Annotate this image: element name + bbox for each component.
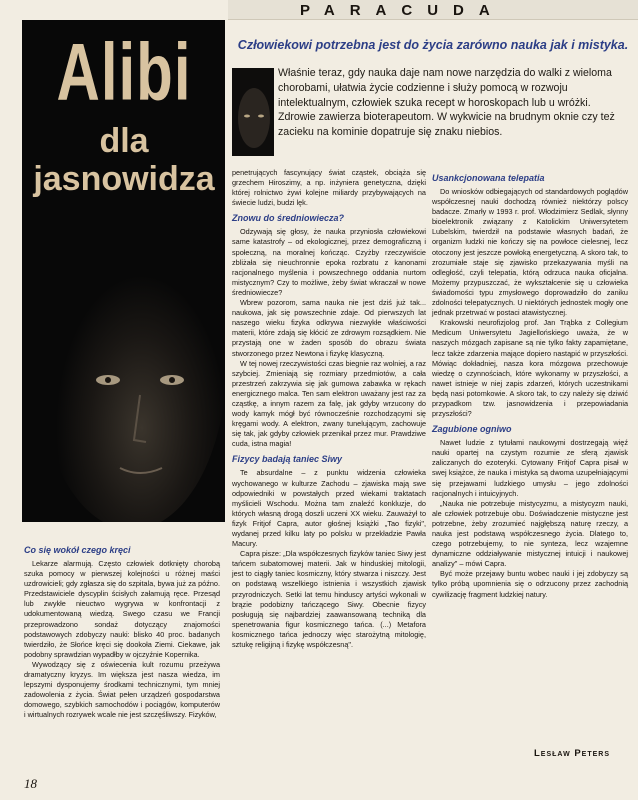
paragraph: Lekarze alarmują. Często człowiek dotknięty chorobą szuka pomocy w pierwszej kolejności u różnej maści uzdrowicieli; gdy zgłasza się do szpitala, bywa już za późno. Przedstawiciele dyscyplin ścisłych załamują ręce. Przesąd lub zwykłe nieuctwo wygrywa w konfrontacji z udokumentowaną wiedzą. Swego czasu we Francji przeprowadzono sondaż dotyczący znajomości podstawowych zdobyczy nauki: blisko 40 proc. badanych twierdziło, że Słońce kręci się dookoła Ziemi. Ciekawe, jak podobny sprawdzian wypadłby w ojczyźnie Kopernika.	[24, 559, 220, 659]
main-title	[26, 22, 222, 196]
paragraph: Być może przejawy buntu wobec nauki i jej zdobyczy są tylko próbą upomnienia się o odrzucony przez zachodnią cywilizację fragment ludzkiej natury.	[432, 569, 628, 599]
section-heading: Co się wokół czego kręci	[24, 545, 131, 555]
page-number: 18	[24, 776, 37, 791]
lead-paragraph: Właśnie teraz, gdy nauka daje nam nowe narzędzia do walki z wieloma chorobami, ułatwia życie codzienne i służy pomocą w rozwoju intelektualnym, człowiek szuka recept w horoskopach lub u wróżki. Zdrowie zawierza bioterapeutom. W wykwicie na brudnym oknie czy też zacieku na kominie dopatruje się znaku niebios.	[278, 67, 615, 139]
paragraph: penetrujących fascynujący świat cząstek, obciąża się grzechem Hiroszimy, a np. inżyniera genetyczna, dzięki której rolnictwo żywi kolejne miliardy przybywających na świecie ludzi, budzi lęk.	[232, 168, 426, 208]
left-column	[24, 540, 220, 721]
paragraph: W tej nowej rzeczywistości czas biegnie raz wolniej, a raz szybciej. Zmieniają się rozmiary przedmiotów, a cała przestrzeń zakrzywia się jak gumowa zabawka w rękach energicznego malca. Ten sam elektron uważany jest raz za cząstkę, a innym razem za falę, jak gdyby wrzucony do wody kamyk mógł być równocześnie rozchodzącymi się kręgami wody. A elektron, zwany tunelującym, zachowuje się tak, jak gdyby człowiek przenikał przez mur. Prawdziwe cuda, istna magia!	[232, 358, 426, 449]
title-line-3: jasnowidza	[33, 160, 215, 198]
paragraph: Krakowski neurofizjolog prof. Jan Trąbka z Collegium Medicum Uniwersytetu Jagiellońskiego uważa, że w naszych mózgach zapisane są nie tylko fakty zapamiętane, lecz także zdarzenia mające dopiero nastąpić w przyszłości. Mówiąc dokładniej, nasza kora mózgowa przechowuje wiedzę o czynnościach, które wykonamy w przyszłości, a nawet istnieje w niej zapis zdarzeń, których uczestnikami będą nasi potomkowie. A skoro tak, to czy należy się dziwić przypadkom tzw. jasnowidzenia i przepowiadania przyszłości?	[432, 318, 628, 419]
author-byline: Lesław Peters	[533, 748, 610, 759]
right-column	[432, 168, 628, 600]
section-heading: Zagubione ogniwo	[432, 424, 512, 435]
paragraph: Do wniosków odbiegających od standardowych poglądów współczesnej nauki dochodzą również niektórzy polscy badacze. Zmarły w 1993 r. prof. Włodzimierz Sedlak, słynny bioelektronik związany z Katolickim Uniwersytetem Lubelskim, twierdził na podstawie własnych badań, że organizm ludzki nie kończy się na powłoce cielesnej, lecz otoczony jest jeszcze powłoką energetyczną. A skoro tak, to zrozumiałe staje się zjawisko przekazywania myśli na odległość, czyli telepatia, którą odrzuca nauka oficjalna. Możemy przypuszczać, że wykształcenie się u człowieka świadomości typu zmysłowego doprowadziło do zaniku zdolności telepatycznych. U niektórych jednostek mogły one jednak przetrwać w postaci atawistycznej.	[432, 187, 628, 318]
section-heading: Usankcjonowana telepatia	[432, 173, 545, 183]
paragraph: Te absurdalne – z punktu widzenia człowieka wychowanego w kulturze Zachodu – zjawiska mają swe odpowiedniki w powstałych przed wiekami traktatach myślicieli Wschodu. Można tam znaleźć konkluzje, do których własną drogą doszli uczeni XX wieku. Zauważył to fizyk Fritjof Capra, autor głośnej książki „Tao fizyki", wydanej przed kilku laty po polsku w przekładzie Pawła Macury.	[232, 468, 426, 549]
paragraph: Odzywają się głosy, że nauka przyniosła człowiekowi same katastrofy – od ekologicznej, przez demograficzną i społeczną, na moralnej kończąc. Czyżby rzeczywiście zbliżała się nieuchronnie epoka rozbratu z kanonami racjonalnego myślenia i powszechnego oddania nurtom mistycznym? Czy to możliwe, żeby świat wkraczał w nowe średniowiecze?	[232, 227, 426, 297]
subtitle: Człowiekowi potrzebna jest do życia zarówno nauka jak i mistyka.	[237, 38, 629, 52]
paragraph: Nawet ludzie z tytułami naukowymi dostrzegają więź nauki opartej na czystym rozumie ze sferą zjawisk zaliczanych do ezoteryki. Cytowany Fritjof Capra pisał w swej książce, że nauka i mistyka są dwoma uzupełniającymi się przejawami ludzkiego umysłu – jego zdolności racjonalnych i intuicyjnych.	[432, 438, 628, 498]
thumbnail-photo	[232, 68, 274, 156]
middle-column	[232, 168, 426, 650]
paragraph: „Nauka nie potrzebuje mistycyzmu, a mistycyzm nauki, ale człowiek potrzebuje obu. Doświadczenie mistyczne jest potrzebne, żeby zrozumieć najgłębszą naturę rzeczy, a nauka jest podstawą współczesnego życia. Dlatego to, czego potrzebujemy, to nie synteza, lecz wzajemne dynamiczne oddziaływanie mistycznej intuicji i naukowej analizy" – mówi Capra.	[432, 498, 628, 569]
section-heading: Znowu do średniowiecza?	[232, 213, 345, 224]
title-line-2: dla	[99, 122, 149, 160]
section-title: PARACUDA	[300, 2, 505, 19]
paragraph: Wywodzący się z oświecenia kult rozumu przeżywa dramatyczny kryzys. Im większa jest nasza wiedza, im lepszymi dysponujemy środkami technicznymi, tym mniej zadowolenia z życia. Świat pełen urządzeń gospodarstwa domowego, szybkich samochodów i pociągów, komputerów i wirtualnych rozrywek wcale nie jest szczęśliwszy. Fizyków,	[24, 659, 220, 720]
paragraph: Capra pisze: „Dla współczesnych fizyków taniec Siwy jest tańcem subatomowej materii. Jak w hinduskiej mitologii, jest to ciągły taniec kosmiczny, który stwarza i niszczy. Jest on podstawą wszelkiego istnienia i wszystkich zjawisk przyrodniczych. Setki lat temu hinduscy artyści wykonali w brązie podobizny tańczącego Siwy. Obecnie fizycy posługują się najbardziej zaawansowaną techniką dla spenetrowania figur kosmicznego tańca. (...) Metafora kosmicznego tańca jednoczy więc starożytną mitologię, sztukę religijną i fizykę współczesną".	[232, 549, 426, 650]
section-heading: Fizycy badają taniec Siwy	[232, 454, 343, 465]
title-line-1: Alibi	[56, 26, 192, 118]
thumbnail-face	[232, 68, 274, 156]
paragraph: Wbrew pozorom, sama nauka nie jest dziś już tak... naukowa, jak się powszechnie zdaje. Od pierwszych lat naszego wieku fizyka odkrywa niezwykłe właściwości materii, które zdają się kłócić ze zdrowym rozsądkiem. Nie przystają one w żaden sposób do obrazu świata stworzonego przez Newtona i fizykę klasyczną.	[232, 298, 426, 358]
